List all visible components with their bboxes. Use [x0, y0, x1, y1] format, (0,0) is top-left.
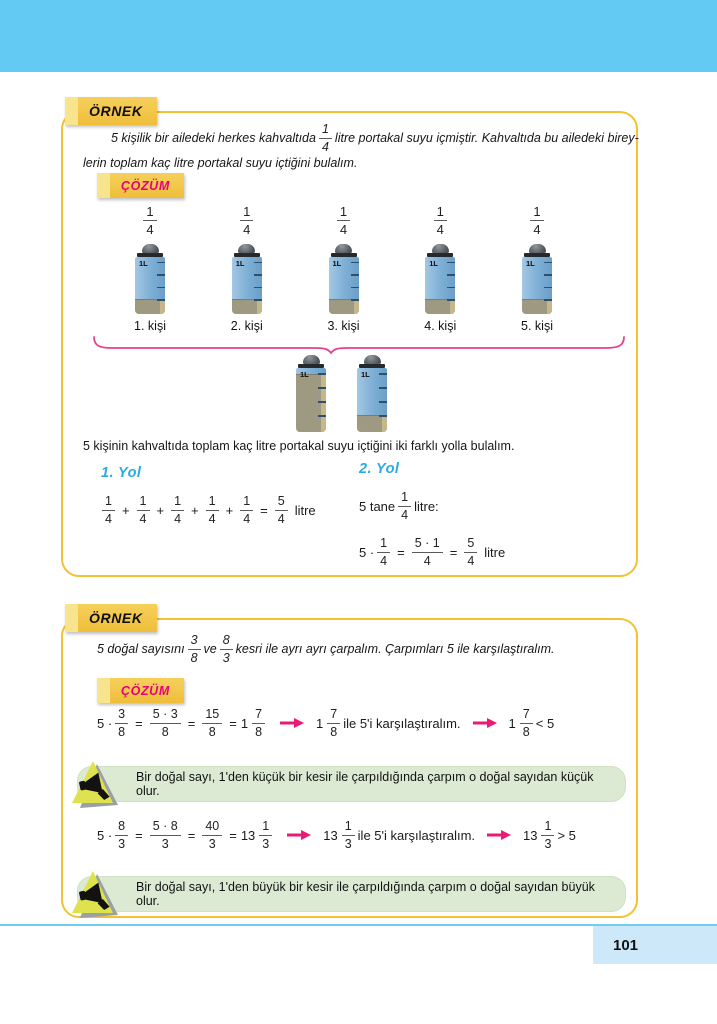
person-column-3	[312, 205, 376, 333]
bottle-cap	[364, 355, 381, 364]
fraction: $\frac{7}{8}$	[520, 708, 533, 738]
persons-row	[118, 205, 569, 333]
bottle-cap	[335, 244, 352, 253]
way2-equation: 5 · $\frac{1}{4}$ = $\frac{5 \cdot 1}{4}$ = $\frac{5}{4}$ litre	[359, 536, 506, 568]
example-box-1	[61, 103, 639, 577]
bottle-1l-mark: 1L	[332, 259, 342, 268]
fraction: $\frac{1}{3}$	[342, 820, 355, 850]
person-column-2	[215, 205, 279, 333]
solution-label-sticker	[97, 678, 184, 703]
fraction: $\frac{1}{4}$	[240, 205, 253, 236]
arrow-icon	[280, 718, 304, 728]
rule-text: Bir doğal sayı, 1'den büyük bir kesir ile çarpıldığında çarpım o doğal sayıdan büyük olur.	[136, 880, 595, 908]
way1-title: 1. Yol	[101, 465, 142, 481]
bottle-1l-mark: 1L	[429, 259, 439, 268]
bottle-cap	[303, 355, 320, 364]
example-label-sticker	[65, 604, 157, 632]
juice-bottle-icon	[522, 244, 552, 314]
full-bottle-icon	[296, 355, 326, 432]
example2-problem-text: 5 doğal sayısını $\frac{3}{8}$ ve $\frac{8}{3}$ kesri ile ayrı ayrı çarpalım. Çarpımları 5 ile karşılaştıralım.	[97, 633, 555, 665]
rule-text: Bir doğal sayı, 1'den küçük bir kesir ile çarpıldığında çarpım o doğal sayıdan küçük olur.	[136, 770, 594, 798]
fraction: $\frac{1}{3}$	[259, 820, 272, 850]
bottle-1l-mark: 1L	[139, 259, 148, 268]
way1-equation: $\frac{1}{4}$ + $\frac{1}{4}$ + $\frac{1}{4}$ + $\frac{1}{4}$ + $\frac{1}{4}$ = $\frac{5}{4}$ litre	[99, 495, 316, 525]
juice-fill	[357, 415, 387, 432]
fraction: $\frac{1}{4}$	[319, 123, 332, 153]
example-label-sticker	[65, 97, 157, 125]
fraction: $\frac{1}{3}$	[541, 820, 554, 850]
bottle-1l-mark: 1L	[235, 259, 245, 268]
fraction: $\frac{3}{8}$	[188, 634, 201, 664]
fraction: $\frac{1}{4}$	[102, 495, 115, 525]
example-box-2	[61, 610, 638, 918]
person-label: 4. kişi	[424, 319, 457, 333]
juice-fill	[329, 299, 359, 314]
juice-bottle-icon	[135, 244, 165, 314]
rule-callout-1	[77, 766, 626, 802]
fraction: $\frac{5 \cdot 1}{4}$	[412, 537, 443, 567]
fraction: $\frac{1}{4}$	[530, 205, 543, 236]
person-label: 3. kişi	[327, 319, 360, 333]
arrow-icon	[287, 830, 311, 840]
bottle-body	[329, 257, 359, 314]
person-column-5	[505, 205, 569, 333]
fraction: $\frac{15}{8}$	[202, 708, 222, 738]
page-number-box	[593, 926, 717, 964]
bottle-1l-mark: 1L	[361, 370, 370, 379]
rule-callout-2	[77, 876, 626, 912]
way2-line1: 5 tane $\frac{1}{4}$ litre:	[359, 490, 439, 522]
bottle-1l-mark: 1L	[526, 259, 535, 268]
bottle-body	[522, 257, 552, 314]
person-label: 5. kişi	[521, 319, 553, 333]
fraction: $\frac{5 \cdot 8}{3}$	[150, 820, 181, 850]
solution-label-sticker	[97, 173, 184, 198]
way2-title: 2. Yol	[359, 461, 400, 477]
juice-fill	[135, 299, 165, 314]
megaphone-icon	[68, 868, 122, 922]
juice-fill	[232, 299, 262, 314]
fraction: $\frac{1}{4}$	[377, 537, 390, 567]
transition-text: 5 kişinin kahvaltıda toplam kaç litre portakal suyu içtiğini iki farklı yolla bulalım.	[83, 439, 515, 453]
juice-bottle-icon	[425, 244, 455, 314]
juice-fill	[522, 299, 552, 314]
person-column-4	[408, 205, 472, 333]
fraction: $\frac{40}{3}$	[202, 820, 222, 850]
fraction: $\frac{1}{4}$	[137, 495, 150, 525]
person-label: 2. kişi	[230, 319, 263, 333]
bottle-body	[425, 257, 455, 314]
fraction: $\frac{1}{4}$	[206, 495, 219, 525]
juice-bottle-icon	[329, 244, 359, 314]
example-label: ÖRNEK	[89, 103, 143, 119]
fraction: $\frac{3}{8}$	[115, 708, 128, 738]
example1-problem-text: 5 kişilik bir ailedeki herkes kahvaltıda $\frac{1}{4}$ litre portakal suyu içmiştir. Kahvaltıda bu ailedeki birey- lerin toplam kaç litre portakal suyu içtiğini bulalım.	[83, 122, 639, 170]
solution-label: ÇÖZÜM	[121, 178, 170, 193]
example-label: ÖRNEK	[89, 610, 143, 626]
bottle-cap	[529, 244, 546, 253]
calc1-equation: 5 · $\frac{3}{8}$ = $\frac{5 \cdot 3}{8}$ = $\frac{15}{8}$ = 1 $\frac{7}{8}$ 1 $\frac{7}{8}$ ile 5'i karşılaştıralım. 1 $\frac{7}{8}$ < 5	[97, 707, 555, 739]
page-number: 101	[613, 936, 639, 954]
arrow-icon	[487, 830, 511, 840]
fraction: $\frac{5 \cdot 3}{8}$	[150, 708, 181, 738]
person-label: 1. kişi	[134, 319, 166, 333]
bottle-1l-mark: 1L	[300, 370, 309, 379]
fraction: $\frac{1}{4}$	[398, 491, 411, 521]
juice-bottle-icon	[232, 244, 262, 314]
solution-label: ÇÖZÜM	[121, 683, 170, 698]
brace-icon	[91, 335, 628, 355]
bottle-body	[232, 257, 262, 314]
juice-fill	[425, 299, 455, 314]
bottle-cap	[142, 244, 159, 253]
fraction: $\frac{8}{3}$	[115, 820, 128, 850]
fraction: $\frac{8}{3}$	[220, 634, 233, 664]
fraction: $\frac{1}{4}$	[434, 205, 447, 236]
fraction: $\frac{1}{4}$	[337, 205, 350, 236]
fraction: $\frac{7}{8}$	[252, 708, 265, 738]
top-color-band	[0, 0, 717, 72]
bottle-cap	[432, 244, 449, 253]
fraction: $\frac{1}{4}$	[143, 205, 156, 236]
fraction: $\frac{1}{4}$	[240, 495, 253, 525]
person-column-1	[118, 205, 182, 333]
fraction: $\frac{7}{8}$	[327, 708, 340, 738]
fraction: $\frac{1}{4}$	[171, 495, 184, 525]
bottle-cap	[238, 244, 255, 253]
fraction: $\frac{5}{4}$	[464, 537, 477, 567]
bottle-body	[296, 368, 326, 432]
bottle-body	[135, 257, 165, 314]
bottle-body	[357, 368, 387, 432]
arrow-icon	[473, 718, 497, 728]
juice-fill	[296, 374, 326, 432]
fraction: $\frac{5}{4}$	[275, 495, 288, 525]
calc2-equation: 5 · $\frac{8}{3}$ = $\frac{5 \cdot 8}{3}$ = $\frac{40}{3}$ = 13 $\frac{1}{3}$ 13 $\frac{1}{3}$ ile 5'i karşılaştıralım. 13 $\frac{1}{3}$ > 5	[97, 819, 576, 851]
megaphone-icon	[68, 758, 122, 812]
quarter-bottle-icon	[357, 355, 387, 432]
